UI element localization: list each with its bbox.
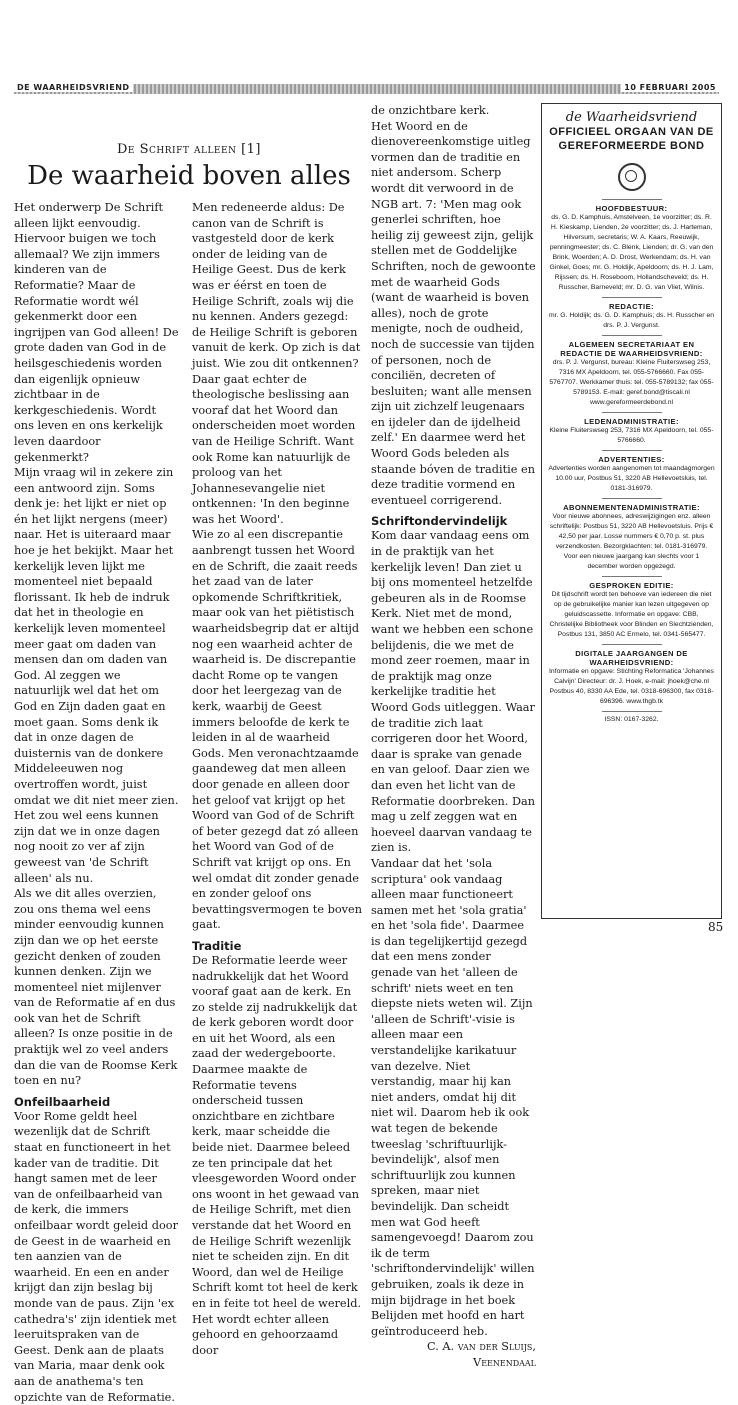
divider: [602, 644, 662, 645]
article-column-2: [192, 200, 364, 1358]
sidebar-section-body: Dit tijdschrift wordt ten behoeve van iedereen die niet op de gebruikelijke manier kan lezen uitgegeven op geluidscassette. Informatie en opgave: CBB, Christelijke Bibliotheek voor Blinden en Slechtzienden, Postbus 131, 3850 AC Ermelo, tel. 0341-565477.: [549, 591, 714, 638]
section-heading: Schriftondervindelijk: [371, 514, 508, 529]
paragraph: De Reformatie leerde weer nadrukkelijk dat het Woord vooraf gaat aan de kerk. En zo stelde zij nadrukkelijk dat de kerk geboren wordt door en uit het Woord, als een zaad der wedergeboorte. Daarmee maakte de Reformatie tevens onderscheid tussen onzichtbare en zichtbare kerk, maar scheidde die beide niet. Daarmee beleed ze ten principale dat het vleesgeworden Woord onder ons woont in het gewaad van de Heilige Schrift, met dien verstande dat het Woord en de Heilige Schrift wezenlijk niet te scheiden zijn. En dit Woord, dan wel de Heilige Schrift komt tot heel de kerk en in feite tot heel de wereld. Het wordt echter alleen gehoord en gehoorzaamd door: [192, 953, 362, 1357]
byline: C. A. van der Sluijs, Veenendaal: [426, 1340, 536, 1369]
sidebar-section-body: drs. P. J. Vergunst, bureau: Kleine Fluiterswseg 253, 7316 MX Apeldoorn, tel. 055-5766660. Fax 055-5767707. Werkkamer thuis: tel. 055-5789132; fax 055-5789153. E-mail: geref.bond@tiscali.nl www.gereformeerdebond.nl: [549, 359, 714, 406]
sidebar-section-title: ALGEMEEN SECRETARIAAT EN REDACTIE DE WAARHEIDSVRIEND:: [560, 340, 703, 358]
paragraph: Het Woord en de dienovereenkomstige uitleg vormen dan de traditie en niet andersom. Scherp wordt dit verwoord in de NGB art. 7: 'Men mag ook generlei schriften, hoe heilig zij geweest zijn, gelijk stellen met de Goddelijke Schriften, noch de gewoonte met de waarheid Gods (want de waarheid is boven alles), noch de grote menigte, noch de oudheid, noch de successie van tijden of personen, noch de conciliën, decreten of besluiten; want alle mensen zijn uit zichzelf leugenaars en ijdeler dan de ijdelheid zelf.' En daarmee werd het Woord Gods beleden als staande bóven de traditie en deze traditie vormend en eventueel corrigerend.: [371, 119, 536, 507]
divider: [602, 412, 662, 413]
section-heading: Onfeilbaarheid: [14, 1094, 111, 1109]
divider: [602, 711, 662, 712]
sidebar-section-title: ADVERTENTIES:: [598, 455, 665, 464]
divider: [602, 335, 662, 336]
divider: [602, 199, 662, 200]
bond-logo-icon: [618, 163, 646, 191]
divider: [602, 450, 662, 451]
sidebar-issn: ISSN: 0167-3262.: [604, 716, 659, 723]
masthead-bar: [14, 84, 719, 94]
section-heading: Traditie: [192, 938, 242, 953]
sidebar-section-title: GESPROKEN EDITIE:: [589, 581, 674, 590]
paragraph: Men redeneerde aldus: De canon van de Schrift is vastgesteld door de kerk onder de leiding van de Heilige Geest. Dus de kerk was er éérst en toen de Heilige Schrift, zoals wij die nu kennen. Anders gezegd: de Heilige Schrift is geboren vanuit de kerk. Op zich is dat juist. Wie zou dit ontkennen? Daar gaat echter de theologische beslissing aan vooraf dat het Woord dan onderscheiden moet worden van de Heilige Schrift. Want ook Rome kan natuurlijk de proloog van het Johannesevangelie niet ontkennen: 'In den beginne was het Woord'.: [192, 201, 361, 526]
paragraph: Kom daar vandaag eens om in de praktijk van het kerkelijk leven! Dan ziet u bij ons momenteel hetzelfde gebeuren als in de Roomse Kerk. Niet met de mond, want we hebben een schone belijdenis, die we met de mond zeer roemen, maar in de praktijk mag onze kerkelijke traditie het Woord Gods uitleggen. Waar de traditie zich laat corrigeren door het Woord, daar is sprake van genade en van geloof. Daar zien we dan even het licht van de Reformatie doorbreken. Dan mag u zelf zeggen wat en hoeveel daarvan vandaag te zien is.: [371, 529, 536, 855]
sidebar-section-body: Advertenties worden aangenomen tot maandagmorgen 10.00 uur, Postbus 51, 3220 AB Hellevoetsluis, tel. 0181-316979.: [548, 465, 715, 492]
sidebar-org-line-1: OFFICIEEL ORGAAN VAN DE: [549, 126, 714, 138]
paragraph: Het onderwerp De Schrift alleen lijkt eenvoudig. Hiervoor buigen we toch allemaal? We zijn immers kinderen van de Reformatie? Maar de Reformatie wordt wél gekenmerkt door een ingrijpen van God alleen! De grote daden van God in de heilsgeschiedenis worden dan eigenlijk opnieuw zichtbaar in de kerkgeschiedenis. Wordt ons leven en ons kerkelijk leven daardoor gekenmerkt?: [14, 201, 179, 464]
colophon-sidebar: [541, 103, 722, 919]
sidebar-org-line-2: GEREFORMEERDE BOND: [558, 140, 705, 152]
sidebar-publication: de Waarheidsvriend: [565, 110, 698, 125]
sidebar-section-body: Kleine Fluiterswseg 253, 7316 MX Apeldoorn, tel. 055-5766660.: [549, 427, 714, 444]
divider: [602, 498, 662, 499]
masthead-title: DE WAARHEIDSVRIEND: [14, 83, 133, 92]
sidebar-section-body: ds. G. D. Kamphuis, Amstelveen, 1e voorzitter; ds. R. H. Kieskamp, Lienden, 2e voorzitter; ds. J. Harteman, Hilversum, secretaris; W. A. Kaars, Reeuwijk, penningmeester; ds. C. Blenk, Lienden; dr. G. van den Brink, Woerden; A. D. Drost, Werkendam; ds. H. van Ginkel, Goes; mr. G. Holdijk, Apeldoorn; ds. H. J. Lam, Rijssen; ds. H. Roseboom, Hollandscheveld; ds. H. Russcher, Barneveld; mr. D. G. van Vliet, Wilnis.: [549, 214, 714, 291]
masthead-date: 10 FEBRUARI 2005: [621, 83, 719, 92]
divider: [602, 297, 662, 298]
page-number: 85: [708, 920, 724, 934]
sidebar-section-body: mr. G. Holdijk; ds. G. D. Kamphuis; ds. H. Russcher en drs. P. J. Vergunst.: [548, 312, 715, 329]
article-headline: De waarheid boven alles: [27, 161, 351, 191]
sidebar-sections: [548, 199, 715, 707]
sidebar-section-body: Voor nieuwe abonnees, adreswijzigingen enz. alleen schriftelijk: Postbus 51, 3220 AB Hellevoetsluis. Prijs € 42,50 per jaar. Losse nummers € 0,70 p. st. plus verzendkosten. Bezorgklachten: tel. 0181-316979. Voor een nieuwe jaargang kan slechts voor 1 december worden opgezegd.: [549, 513, 714, 570]
paragraph: Als we dit alles overzien, zou ons thema wel eens minder eenvoudig kunnen zijn dan we op het eerste gezicht denken of zouden kunnen denken. Zijn we momenteel niet mijlenver van de Reformatie af en dus ook van het de Schrift alleen? Is onze positie in de praktijk wel zo veel anders dan die van de Roomse Kerk toen en nu?: [14, 887, 178, 1088]
sidebar-section-title: ABONNEMENTENADMINISTRATIE:: [563, 503, 700, 512]
divider: [602, 576, 662, 577]
sidebar-section-body: Informatie en opgave: Stichting Reformatica 'Johannes Calvijn' Directeur: dr. J. Hoek, e-mail: jhoek@che.nl Postbus 40, 8330 AA Ede, tel. 0318-696300, fax 0318-696396. www.thgb.tk: [549, 668, 714, 705]
sidebar-section-title: HOOFDBESTUUR:: [595, 204, 668, 213]
article-column-1: [14, 200, 179, 1405]
sidebar-section-title: DIGITALE JAARGANGEN DE WAARHEIDSVRIEND:: [575, 649, 688, 667]
article-kicker: De Schrift alleen [1]: [117, 142, 261, 157]
sidebar-section-title: REDACTIE:: [609, 302, 654, 311]
sidebar-section-title: LEDENADMINISTRATIE:: [584, 417, 679, 426]
paragraph: Mijn vraag wil in zekere zin een antwoord zijn. Soms denk je: het lijkt er niet op én het lijkt nergens (meer) naar. Het is uiteraard maar hoe je het bekijkt. Maar het kerkelijk leven lijkt me momenteel niet bepaald florissant. Ik heb de indruk dat het in theologie en kerkelijk leven momenteel meer gaat om daden van mensen dan om daden van God. Al zeggen we natuurlijk wel dat het om God en Zijn daden gaat en moet gaan. Soms denk ik dat in onze dagen de duisternis van de donkere Middeleeuwen nog overtroffen wordt, juist omdat we dit niet meer zien. Het zou wel eens kunnen zijn dat we in onze dagen nog nooit zo ver af zijn geweest van 'de Schrift alleen' als nu.: [14, 466, 179, 885]
paragraph: Wie zo al een discrepantie aanbrengt tussen het Woord en de Schrift, die zaait reeds het zaad van de later opkomende Schriftkritiek, maar ook van het piëtistisch waarheidsbegrip dat er altijd nog een waarheid achter de waarheid is. De discrepantie dacht Rome op te vangen door het leergezag van de kerk, waarbij de Geest immers beloofde de kerk te leiden in al de waarheid Gods. Men veronachtzaamde gaandeweg dat men alleen door genade en alleen door het geloof vat krijgt op het Woord van God of de Schrift of beter gezegd dat zó alleen het Woord van God of de Schrift vat krijgt op ons. En wel omdat dit zonder genade en zonder geloof ons bevattingsvermogen te boven gaat.: [192, 528, 362, 932]
paragraph: de onzichtbare kerk.: [371, 104, 490, 117]
paragraph: Voor Rome geldt heel wezenlijk dat de Schrift staat en functioneert in het kader van de traditie. Dit hangt samen met de leer van de onfeilbaarheid van de kerk, die immers onfeilbaar wordt geleid door de Geest in de waarheid en ten aanzien van de waarheid. En een en ander krijgt dan zijn beslag bij monde van de paus. Zijn 'ex cathedra's' zijn identiek met leeruitspraken van de Geest. Denk aan de plaats van Maria, maar denk ook aan de anathema's ten opzichte van de Reformatie.: [14, 1109, 178, 1404]
article-column-3: [371, 103, 536, 1371]
paragraph: Vandaar dat het 'sola scriptura' ook vandaag alleen maar functioneert samen met het 'sola gratia' en het 'sola fide'. Daarmee is dan tegelijkertijd gezegd dat een mens zonder genade van het 'alleen de schrift' niets weet en ten diepste niets weten wil. Zijn 'alleen de Schrift'-visie is alleen maar een verstandelijke karikatuur van dezelve. Niet verstandig, maar hij kan niet anders, omdat hij dit niet wil. Daarom heb ik ook wat tegen de bekende tweeslag 'schriftuurlijk-bevindelijk', alsof men schriftuurlijk zou kunnen spreken, maar niet bevindelijk. Dan scheidt men wat God heeft samengevoegd! Daarom zou ik de term 'schriftondervindelijk' willen gebruiken, zoals ik deze in mijn bijdrage in het boek Belijden met hoofd en hart geïntroduceerd heb.: [371, 856, 535, 1338]
article-title-block: [14, 142, 364, 190]
